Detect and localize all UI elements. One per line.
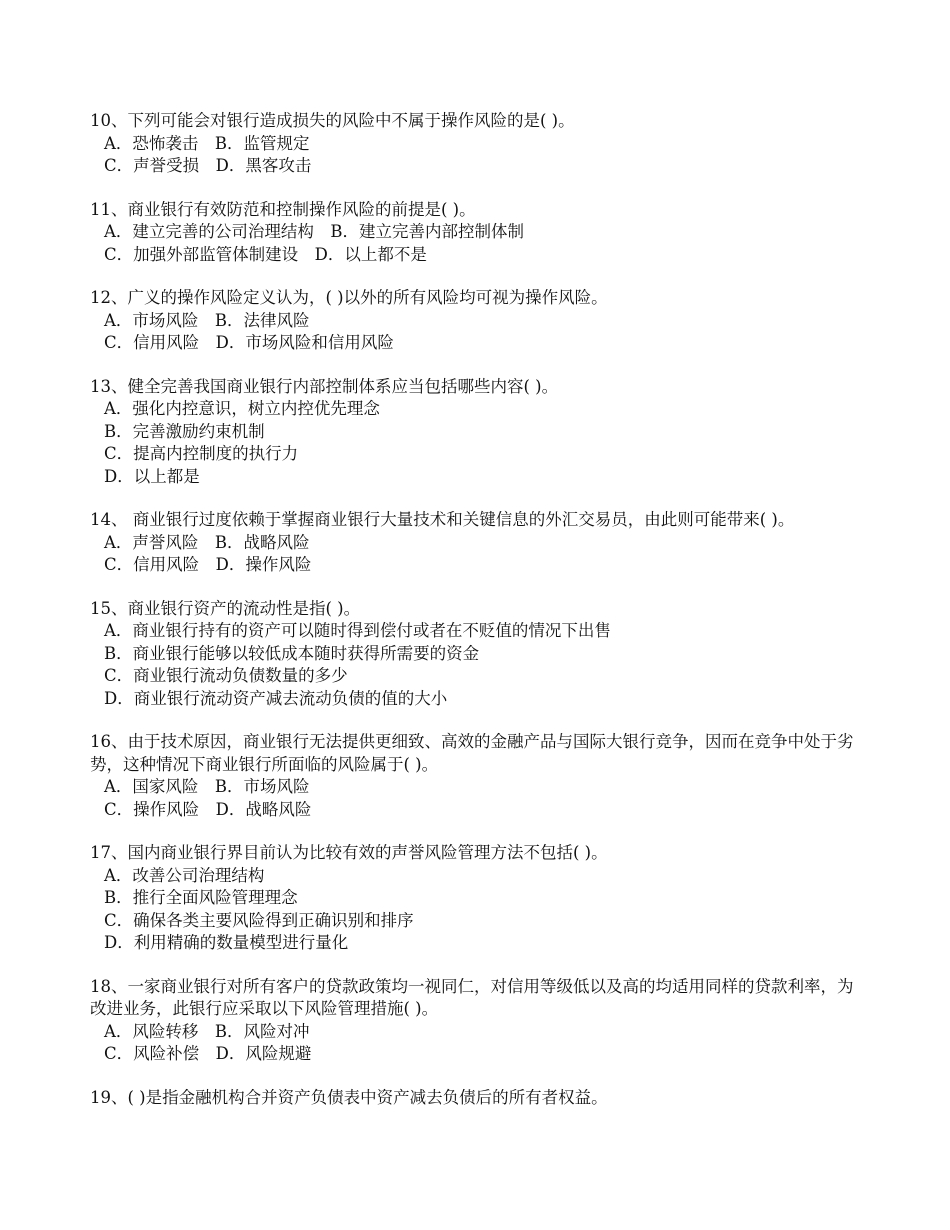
option-line: D．商业银行流动资产减去流动负债的值的大小 <box>104 688 448 708</box>
option-line: C．加强外部监管体制建设 D．以上都不是 <box>104 244 427 264</box>
option-line: D．以上都是 <box>104 466 200 486</box>
option-line: A．市场风险 B．法律风险 <box>104 310 310 330</box>
question-13 <box>90 376 860 489</box>
question-stem: 16、由于技术原因，商业银行无法提供更细致、高效的金融产品与国际大银行竞争，因而在竞争中处于劣势，这种情况下商业银行所面临的风险属于( )。 <box>90 732 854 774</box>
option-line: A．建立完善的公司治理结构 B．建立完善内部控制体制 <box>104 222 525 241</box>
option-line: A．强化内控意识，树立内控优先理念 <box>104 399 380 418</box>
option-line: A．恐怖袭击 B．监管规定 <box>104 133 310 153</box>
option-line: C．操作风险 D．战略风险 <box>104 799 312 819</box>
question-stem: 18、一家商业银行对所有客户的贷款政策均一视同仁，对信用等级低以及高的均适用同样的贷款利率，为改进业务，此银行应采取以下风险管理措施( )。 <box>90 976 854 1018</box>
option-line: A．改善公司治理结构 <box>104 865 265 885</box>
option-line: C．声誉受损 D．黑客攻击 <box>104 156 312 175</box>
option-line: C．确保各类主要风险得到正确识别和排序 <box>104 910 414 930</box>
question-17 <box>90 842 860 955</box>
question-12 <box>90 287 860 355</box>
question-stem: 13、健全完善我国商业银行内部控制体系应当包括哪些内容( )。 <box>90 376 559 396</box>
question-16 <box>90 731 860 821</box>
option-line: C．信用风险 D．市场风险和信用风险 <box>104 333 394 352</box>
option-line: B．商业银行能够以较低成本随时获得所需要的资金 <box>104 643 480 663</box>
question-19 <box>90 1087 860 1110</box>
option-line: C．信用风险 D．操作风险 <box>104 555 312 574</box>
option-line: C．提高内控制度的执行力 <box>104 444 299 463</box>
question-stem: 17、国内商业银行界目前认为比较有效的声誉风险管理方法不包括( )。 <box>90 843 608 862</box>
option-line: A．风险转移 B．风险对冲 <box>104 1021 310 1041</box>
option-line: A．国家风险 B．市场风险 <box>104 777 310 796</box>
question-14 <box>90 509 860 577</box>
question-10 <box>90 110 860 178</box>
option-line: B．完善激励约束机制 <box>104 421 265 441</box>
question-stem: 14、 商业银行过度依赖于掌握商业银行大量技术和关键信息的外汇交易员，由此则可能带来( )。 <box>90 510 795 529</box>
question-stem: 19、( )是指金融机构合并资产负债表中资产减去负债后的所有者权益。 <box>90 1087 608 1107</box>
question-18 <box>90 976 860 1066</box>
question-15 <box>90 598 860 711</box>
question-stem: 11、商业银行有效防范和控制操作风险的前提是( )。 <box>90 199 476 219</box>
question-stem: 15、商业银行资产的流动性是指( )。 <box>90 598 361 618</box>
option-line: C．商业银行流动负债数量的多少 <box>104 666 348 685</box>
question-stem: 12、广义的操作风险定义认为，( )以外的所有风险均可视为操作风险。 <box>90 288 608 307</box>
document-page <box>90 110 860 1130</box>
question-11 <box>90 199 860 267</box>
option-line: A．声誉风险 B．战略风险 <box>104 532 310 552</box>
option-line: A．商业银行持有的资产可以随时得到偿付或者在不贬值的情况下出售 <box>104 621 611 640</box>
question-stem: 10、下列可能会对银行造成损失的风险中不属于操作风险的是( )。 <box>90 111 575 130</box>
option-line: B．推行全面风险管理理念 <box>104 888 298 907</box>
option-line: C．风险补偿 D．风险规避 <box>104 1044 312 1063</box>
option-line: D．利用精确的数量模型进行量化 <box>104 933 349 952</box>
